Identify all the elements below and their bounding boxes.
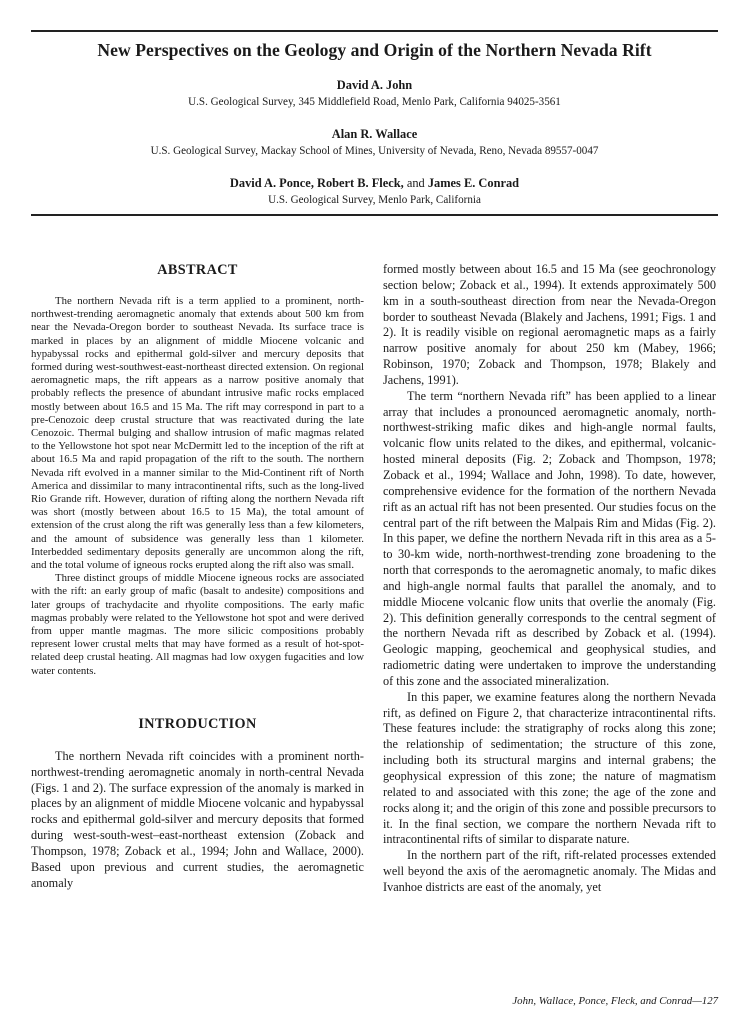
page-footer: John, Wallace, Ponce, Fleck, and Conrad—127 [512,995,718,1007]
introduction-paragraph: In the northern part of the rift, rift-related processes extended well beyond the axis of the aeromagnetic anomaly. The Midas and Ivanhoe districts are east of the anomaly, yet [383,848,716,894]
author-conrad: James E. Conrad [427,176,520,190]
introduction-paragraph: In this paper, we examine features along the northern Nevada rift, as defined on Figure 2, that characterize intracontinental rifts. These features include: the stratigraphy of rocks along this zone; the relationship of sedimentation; the structure of this zone, including both its structural margins and internal grabens; the geophysical expression of this zone; the nature of magmatism related to and associated with this zone; the age of the zone and rocks along it; and the origin of this zone and possible precursors to it. In the final section, we compare the northern Nevada rift to intracontinental rifts of similar to disparate nature. [383,689,716,847]
introduction-paragraph: The term “northern Nevada rift” has been applied to a linear array that includes a pronounced aeromagnetic anomaly, north-northwest-striking mafic dikes and high-angle normal faults, volcanic flow units related to the dikes, and epithermal, volcanic-hosted mineral deposits (Fig. 2; Zoback and Thompson, 1978; Zoback et al., 1994; Wallace and John, 1998). To date, however, comprehensive evidence for the formation of the northern Nevada rift as an actual rift has not been presented. Our studies focus on the central part of the rift between the Malpais Rim and Midas (Fig. 2). In this paper, we define the northern Nevada rift in this area as a 5- to 30-km wide, north-northwest-trending zone broadening to the north that corresponds to the aeromagnetic anomaly, to mafic dikes and high-angle normal faults that parallel the anomaly, and to middle Miocene volcanic flow units that overlie the anomaly (Fig. 2). This definition generally corresponds to the central segment of the northern Nevada rift as described by Zoback et al. (1994). Geologic mapping, geochemical and geophysical studies, and radiometric dating were undertaken to improve the understanding of this zone and the associated mineralization. [383,388,716,688]
affiliation-wallace: U.S. Geological Survey, Mackay School of Mines, University of Nevada, Reno, Nevada 89557-0047 [150,145,599,157]
header-rule [31,214,718,216]
introduction-heading: INTRODUCTION [138,715,257,732]
abstract-paragraph: Three distinct groups of middle Miocene igneous rocks are associated with the rift: an early group of mafic (basalt to andesite) compositions and later groups of trachydacite and rhyolite compositions. The early mafic magmas probably were related to the Yellowstone hot spot and were derived from upper mantle magmas. The more silicic compositions probably represent lower crustal melts that may have formed as a result of hot-spot-related deep crustal heating. All magmas had low oxygen fugacities and low water contents. [31,572,364,677]
introduction-paragraph: The northern Nevada rift coincides with a prominent north-northwest-trending aeromagnetic anomaly in north-central Nevada (Figs. 1 and 2). The surface expression of the anomaly is marked in places by an alignment of middle Miocene volcanic and hypabyssal rocks and epithermal gold-silver and mercury deposits that formed during west-south-west–east-northeast extension (Zoback and Thompson, 1978; Zoback et al., 1994; John and Wallace, 2000). Based upon previous and current studies, the aeromagnetic anomaly [31,748,364,890]
abstract-heading: ABSTRACT [157,262,238,278]
top-rule [31,30,718,32]
author-group: David A. Ponce, Robert B. Fleck, and James E. Conrad [229,176,520,190]
introduction-body-left [31,749,364,892]
left-column [31,262,364,891]
author-fleck: Robert B. Fleck [317,176,401,190]
abstract-paragraph: The northern Nevada rift is a term applied to a prominent, north-northwest-trending aeromagnetic anomaly that extends about 500 km from near the Nevada-Oregon border to southeast Nevada. Its surface trace is marked in places by an alignment of middle Miocene volcanic and hypabyssal rocks and epithermal gold-silver and mercury deposits that formed during west-southwest-east-northeast directed extension. On regional aeromagnetic maps, the rift appears as a narrow positive anomaly that probably reflects the presence of abundant intrusive mafic rocks emplaced mostly between about 16.5 and 15 Ma. The rift may correspond in part to a pre-Cenozoic deep crustal structure that was reactivated during the late Cenozoic. Thermal bulging and shallow intrusion of mafic magmas related to the Yellowstone hot spot near McDermitt led to the inception of the rift at about 16.5 Ma and rapid propagation of the rift to the south. The northern Nevada rift evolved in a manner similar to the Mid-Continent rift of North America and dissimilar to many intracontinental rifts, such as the long-lived Rio Grande rift. However, duration of rifting along the northern Nevada rift was short (mostly between about 16.5 to 15 Ma), the total amount of extension of the crust along the rift was generally less than a few kilometers, and the amount of subsidence was generally less than 1 kilometer. Interbedded sedimentary deposits generally are uncommon along the rift, and the total volume of igneous rocks erupted along the rift also was small. [31,295,364,572]
author-john: David A. John [336,78,413,92]
affiliation-group: U.S. Geological Survey, Menlo Park, California [268,194,481,206]
and-word: and [406,176,425,190]
paper-title: New Perspectives on the Geology and Origin of the Northern Nevada Rift [97,40,652,60]
abstract-body [31,295,364,678]
author-wallace: Alan R. Wallace [331,127,418,141]
author-ponce: David A. Ponce [229,176,311,190]
right-column [383,262,716,896]
affiliation-john: U.S. Geological Survey, 345 Middlefield Road, Menlo Park, California 94025-3561 [188,96,561,108]
introduction-paragraph-continued: formed mostly between about 16.5 and 15 Ma (see geochronology section below; Zoback et al., 1994). It extends approximately 500 km in a south-southeast direction from near the Nevada-Oregon border to southeast Nevada (Blakely and Jachens, 1991; Figs. 1 and 2). It is readily visible on regional aeromagnetic maps as a fairly narrow positive anomaly for about 250 km (Mabey, 1966; Robinson, 1970; Zoback and Thompson, 1978; Blakely and Jachens, 1991). [383,262,716,387]
